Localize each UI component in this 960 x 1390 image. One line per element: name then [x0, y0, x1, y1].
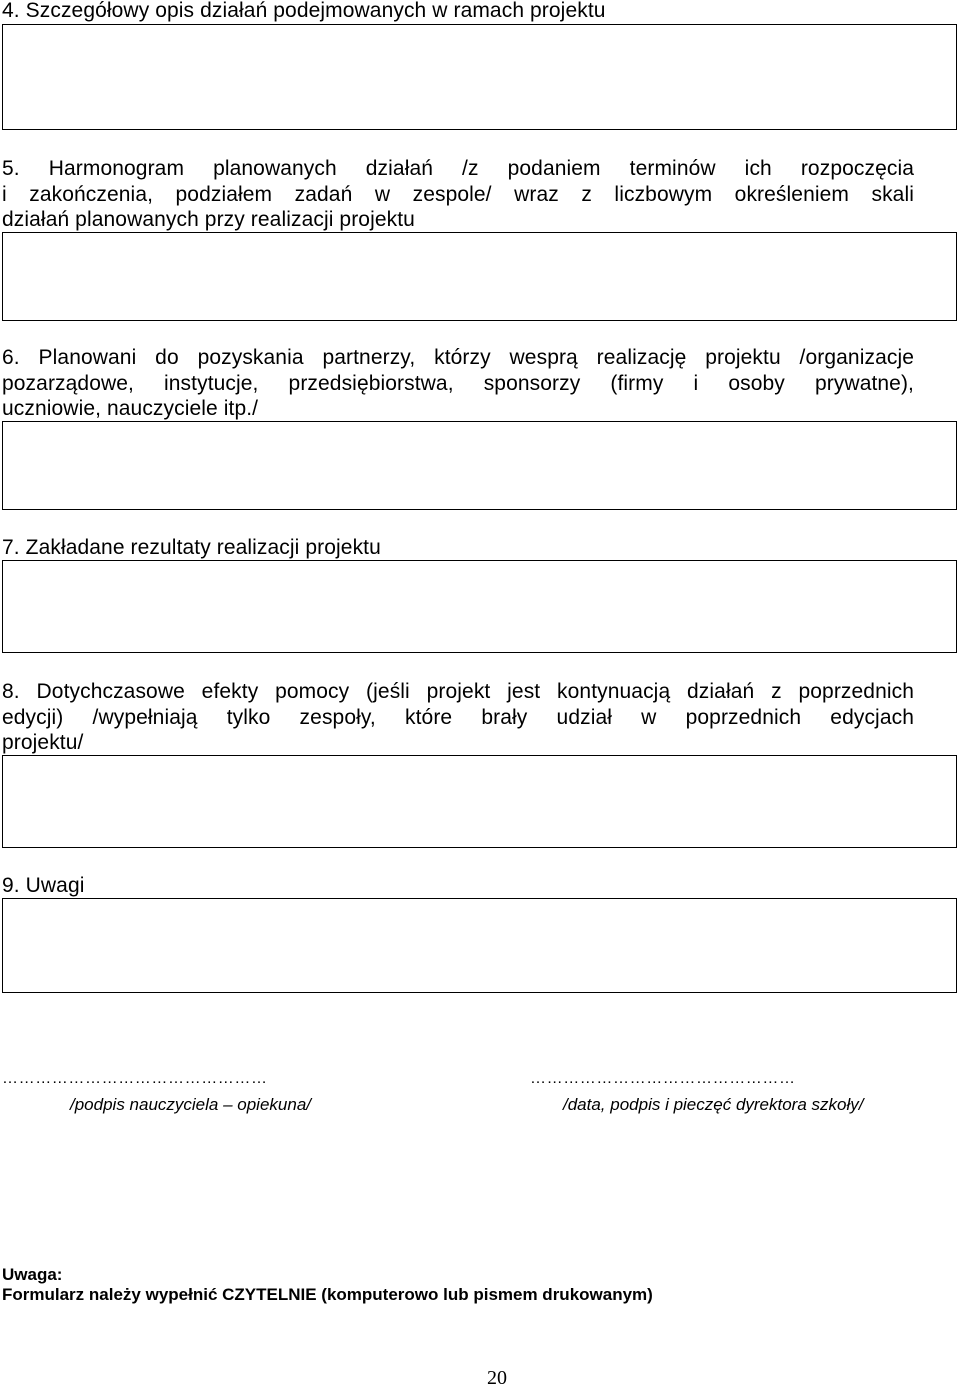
section-7-title: 7. Zakładane rezultaty realizacji projektu: [2, 536, 381, 559]
section-5-line-1: 5. Harmonogram planowanych działań /z podaniem terminów ich rozpoczęcia: [2, 157, 914, 180]
section-9-field[interactable]: [2, 898, 957, 993]
teacher-signature-label: /podpis nauczyciela – opiekuna/: [70, 1095, 311, 1114]
director-signature-line: …………………………………………: [530, 1070, 796, 1087]
section-8-title: [2, 679, 914, 756]
page-number: 20: [487, 1367, 507, 1389]
note-text: Formularz należy wypełnić CZYTELNIE (komputerowo lub pismem drukowanym): [2, 1285, 653, 1304]
section-6-line-1: 6. Planowani do pozyskania partnerzy, którzy wesprą realizację projektu /organizacje: [2, 346, 914, 369]
section-9-title: 9. Uwagi: [2, 874, 85, 897]
section-6-field[interactable]: [2, 421, 957, 510]
note-label: Uwaga:: [2, 1265, 63, 1284]
section-6-line-3: uczniowie, nauczyciele itp./: [2, 397, 259, 420]
section-6-title: [2, 345, 914, 422]
section-6-line-2: pozarządowe, instytucje, przedsiębiorstwa, sponsorzy (firmy i osoby prywatne),: [2, 371, 914, 395]
director-signature-label: /data, podpis i pieczęć dyrektora szkoły/: [563, 1095, 864, 1114]
section-7-field[interactable]: [2, 560, 957, 653]
section-4-field[interactable]: [2, 24, 957, 130]
section-5-field[interactable]: [2, 232, 957, 321]
section-8-line-2: edycji) /wypełniają tylko zespoły, które brały udział w poprzednich edycjach: [2, 705, 914, 729]
section-8-line-1: 8. Dotychczasowe efekty pomocy (jeśli projekt jest kontynuacją działań z poprzednich: [2, 680, 914, 703]
section-8-line-3: projektu/: [2, 731, 84, 754]
section-4-title: 4. Szczegółowy opis działań podejmowanych w ramach projektu: [2, 0, 606, 22]
section-5-title: [2, 156, 914, 233]
section-5-line-2: i zakończenia, podziałem zadań w zespole/ wraz z liczbowym określeniem skali: [2, 182, 914, 206]
section-8-field[interactable]: [2, 755, 957, 848]
teacher-signature-line: …………………………………………: [2, 1070, 268, 1087]
section-5-line-3: działań planowanych przy realizacji projektu: [2, 208, 415, 231]
